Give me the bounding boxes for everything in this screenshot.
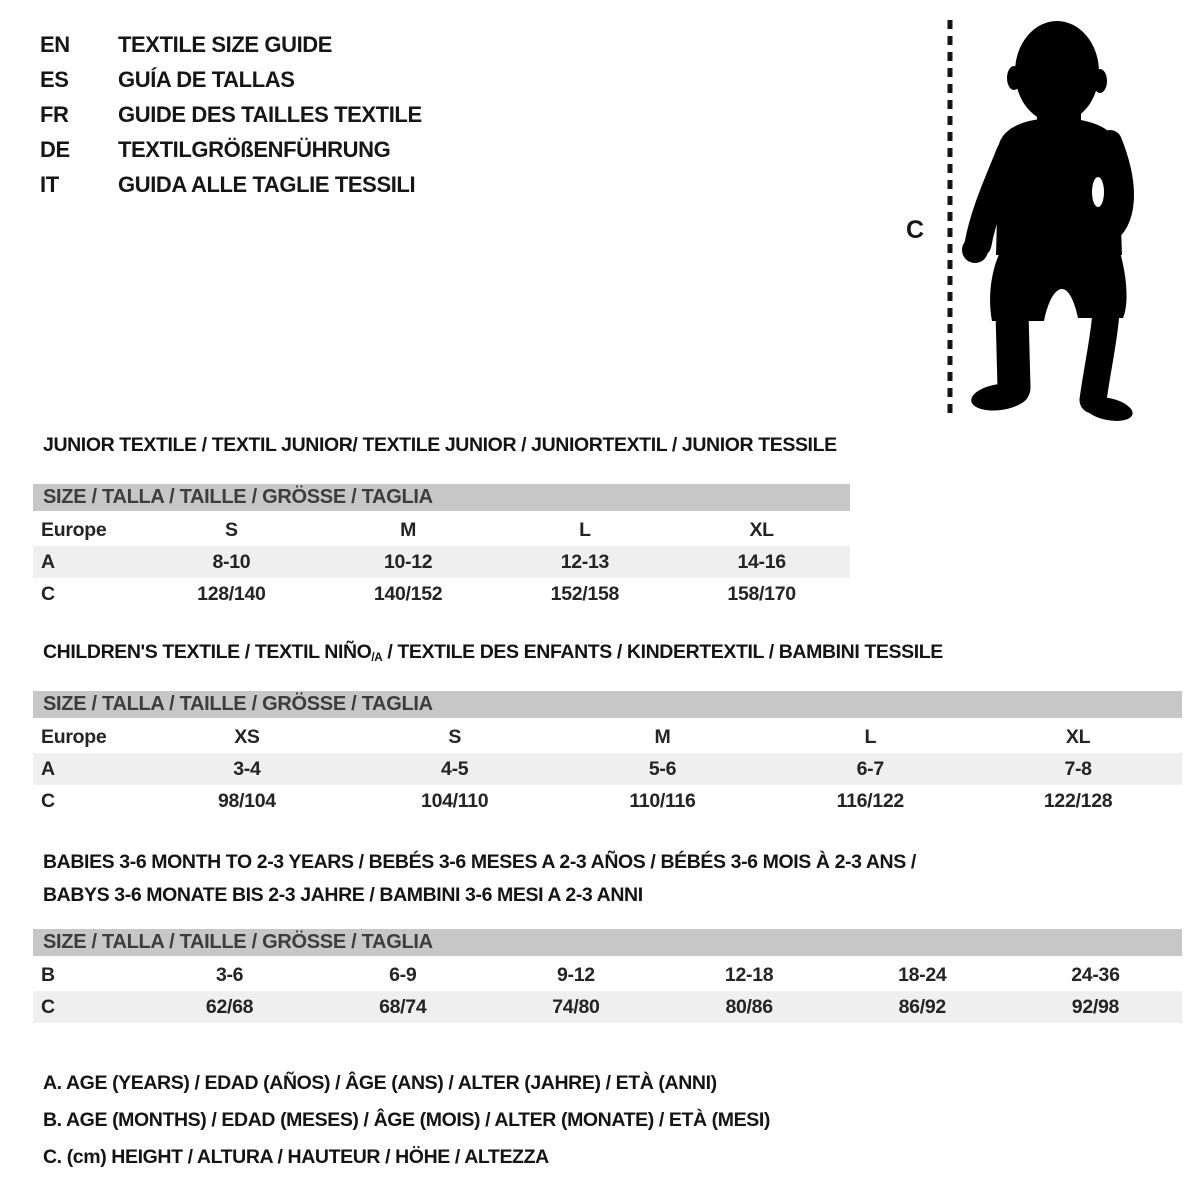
table-row: [33, 546, 850, 578]
height-cell: 152/158: [550, 582, 620, 605]
lang-row-fr: [40, 97, 422, 132]
toddler-silhouette: [962, 21, 1135, 422]
lang-row-es: [40, 62, 422, 97]
lang-code-fr: FR: [40, 101, 69, 127]
lang-title-it: GUIDA ALLE TAGLIE TESSILI: [118, 171, 416, 197]
age-cell: 7-8: [1064, 757, 1092, 780]
legend-age-months: B. AGE (MONTHS) / EDAD (MESES) / ÂGE (MOIS) / ALTER (MONATE) / ETÀ (MESI): [43, 1109, 770, 1131]
children-section-title: [43, 641, 943, 664]
junior-table-header: SIZE / TALLA / TAILLE / GRÖSSE / TAGLIA: [33, 484, 850, 511]
babies-title-line2: BABYS 3-6 MONATE BIS 2-3 JAHRE / BAMBINI 3-6 MESI A 2-3 ANNI: [43, 884, 643, 906]
size-cell: XL: [749, 518, 774, 541]
lang-code-en: EN: [40, 31, 70, 57]
measure-legend: [43, 1065, 770, 1176]
age-cell: 4-5: [441, 757, 469, 780]
lang-code-de: DE: [40, 136, 70, 162]
height-cell: 110/116: [629, 789, 696, 812]
size-cell: M: [654, 725, 671, 748]
age-cell: 14-16: [737, 550, 786, 573]
legend-age-years: A. AGE (YEARS) / EDAD (AÑOS) / ÂGE (ANS) / ALTER (JAHRE) / ETÀ (ANNI): [43, 1072, 717, 1094]
age-cell: 3-4: [233, 757, 261, 780]
table-row: [33, 785, 1182, 817]
size-cell: S: [448, 725, 462, 748]
children-title-pre: CHILDREN'S TEXTILE / TEXTIL NIÑO: [43, 641, 372, 663]
size-cell: L: [864, 725, 877, 748]
size-cell: S: [225, 518, 238, 541]
children-title-post: / TEXTILE DES ENFANTS / KINDERTEXTIL / BAMBINI TESSILE: [382, 641, 943, 663]
height-cell: 98/104: [217, 789, 276, 812]
lang-code-it: IT: [40, 171, 59, 197]
babies-size-table: [33, 929, 1182, 1023]
legend-height-cm: C. (cm) HEIGHT / ALTURA / HAUTEUR / HÖHE / ALTEZZA: [43, 1146, 549, 1168]
children-title-sub: /A: [371, 650, 383, 664]
table-row: [33, 578, 850, 610]
age-cell: 10-12: [383, 550, 433, 573]
height-cell: 116/122: [836, 789, 904, 812]
row-label: C: [41, 789, 55, 812]
age-cell: 6-7: [856, 757, 884, 780]
age-cell: 12-13: [560, 550, 610, 573]
height-cell: 62/68: [205, 995, 254, 1018]
junior-size-table: [33, 484, 850, 610]
age-cell: 18-24: [898, 963, 947, 986]
babies-table-header: SIZE / TALLA / TAILLE / GRÖSSE / TAGLIA: [33, 929, 1182, 956]
row-label: Europe: [41, 518, 107, 541]
height-cell: 104/110: [421, 789, 489, 812]
table-row: [33, 959, 1182, 991]
height-cell: 140/152: [373, 582, 443, 605]
children-table-header: SIZE / TALLA / TAILLE / GRÖSSE / TAGLIA: [33, 691, 1182, 718]
height-cell: 158/170: [727, 582, 796, 605]
lang-title-es: GUÍA DE TALLAS: [118, 66, 295, 92]
size-cell: M: [400, 518, 417, 541]
age-cell: 3-6: [215, 963, 244, 986]
row-label: Europe: [41, 725, 107, 748]
height-cell: 68/74: [379, 995, 427, 1018]
lang-title-fr: GUIDE DES TAILLES TEXTILE: [118, 101, 422, 127]
table-row: [33, 753, 1182, 785]
lang-code-es: ES: [40, 66, 69, 92]
children-size-table: [33, 691, 1182, 817]
age-cell: 12-18: [724, 963, 774, 986]
lang-title-de: TEXTILGRÖßENFÜHRUNG: [118, 136, 391, 162]
height-cell: 80/86: [725, 995, 773, 1018]
age-cell: 6-9: [389, 963, 417, 986]
lang-row-it: [40, 167, 422, 202]
size-cell: XS: [234, 725, 260, 748]
height-cell: 122/128: [1043, 789, 1113, 812]
table-row: [33, 514, 850, 546]
row-label: A: [41, 757, 55, 780]
row-label: C: [41, 995, 55, 1018]
height-cell: 92/98: [1071, 995, 1120, 1018]
language-title-list: [40, 27, 422, 202]
height-cell: 74/80: [552, 995, 600, 1018]
lang-row-de: [40, 132, 422, 167]
table-row: [33, 991, 1182, 1023]
row-label: B: [41, 963, 55, 986]
age-cell: 8-10: [212, 550, 251, 573]
size-cell: L: [579, 518, 591, 541]
age-cell: 24-36: [1071, 963, 1120, 986]
row-label: A: [41, 550, 55, 573]
lang-title-en: TEXTILE SIZE GUIDE: [118, 31, 333, 57]
height-measure-label: C: [906, 216, 925, 244]
lang-row-en: [40, 27, 422, 62]
age-cell: 9-12: [557, 963, 595, 986]
table-row: [33, 721, 1182, 753]
height-cell: 86/92: [898, 995, 946, 1018]
toddler-silhouette-figure: [938, 12, 1150, 422]
junior-section-title: JUNIOR TEXTILE / TEXTIL JUNIOR/ TEXTILE JUNIOR / JUNIORTEXTIL / JUNIOR TESSILE: [43, 434, 837, 456]
size-cell: XL: [1065, 725, 1091, 748]
babies-title-line1: BABIES 3-6 MONTH TO 2-3 YEARS / BEBÉS 3-6 MESES A 2-3 AÑOS / BÉBÉS 3-6 MOIS À 2-3 ANS /: [43, 851, 916, 873]
row-label: C: [41, 582, 55, 605]
age-cell: 5-6: [648, 757, 677, 780]
babies-section-title: [43, 846, 916, 912]
height-cell: 128/140: [197, 582, 266, 605]
